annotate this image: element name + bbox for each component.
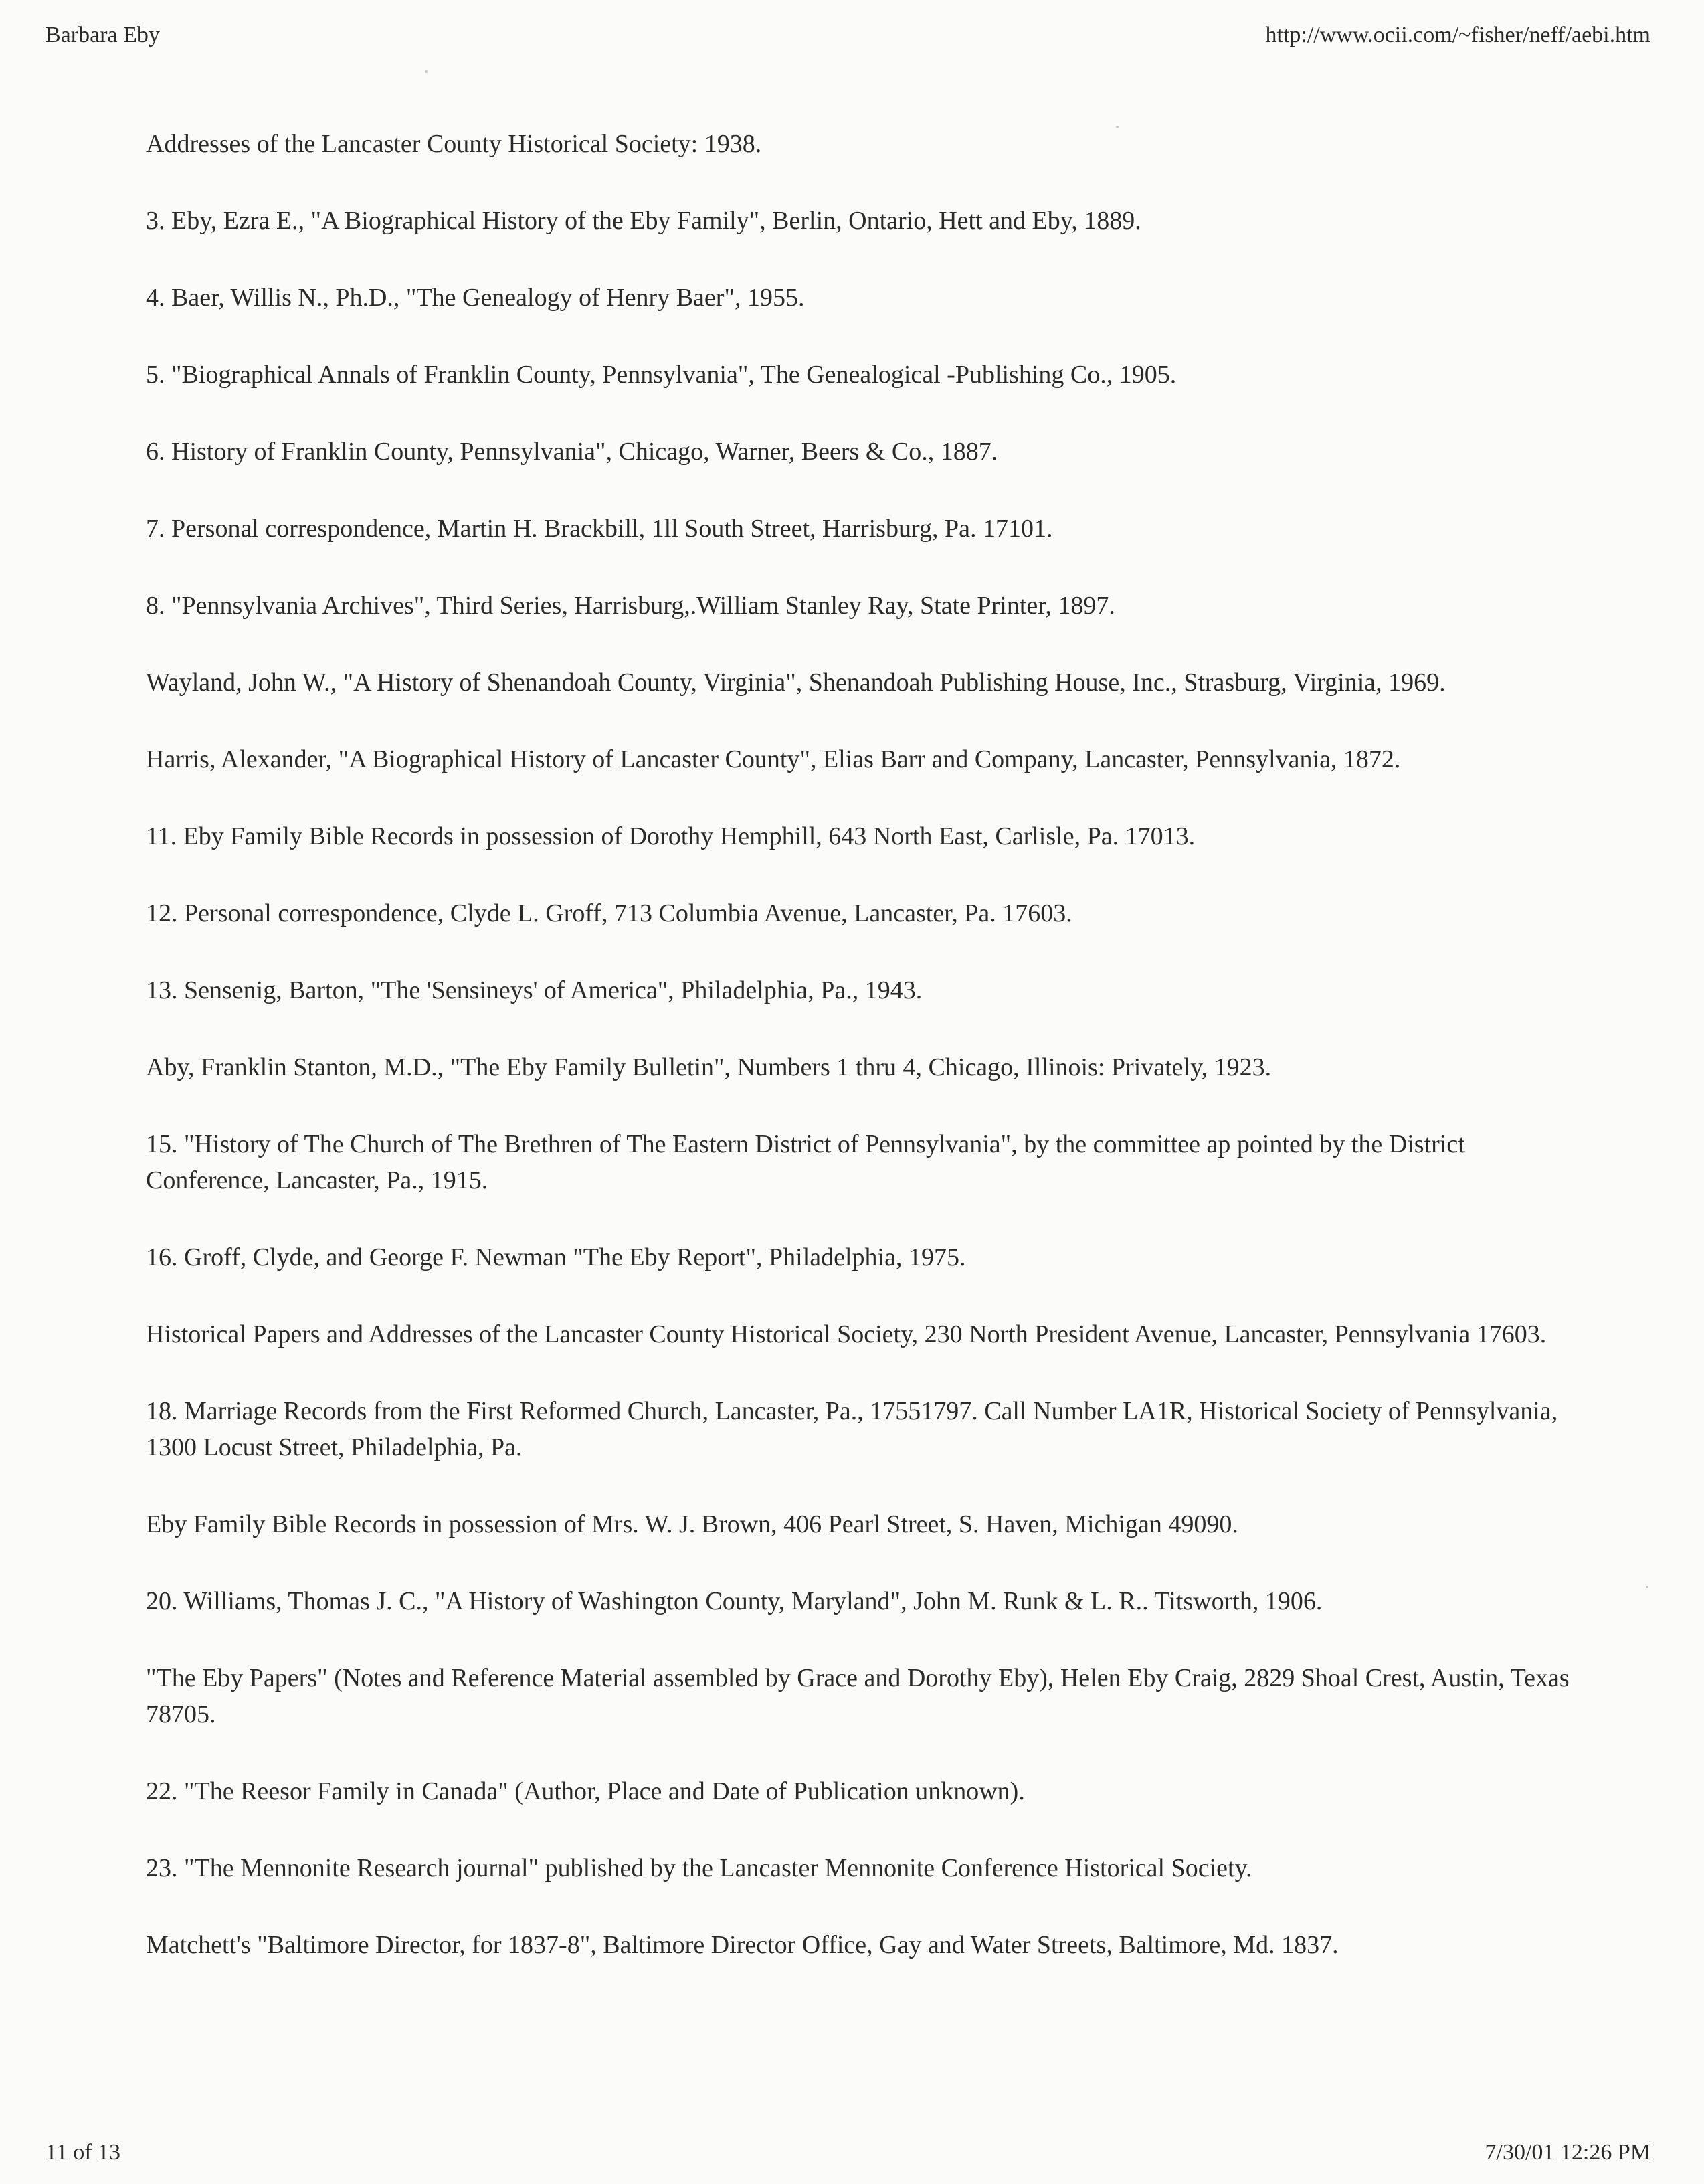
page-number: 11 of 13 <box>45 2140 121 2165</box>
reference-item: 8. "Pennsylvania Archives", Third Series, Harrisburg,.William Stanley Ray, State Printer, 1897. <box>146 592 1115 620</box>
reference-item: Addresses of the Lancaster County Historical Society: 1938. <box>146 130 762 158</box>
reference-item: 6. History of Franklin County, Pennsylvania", Chicago, Warner, Beers & Co., 1887. <box>146 438 998 466</box>
reference-item: Aby, Franklin Stanton, M.D., "The Eby Family Bulletin", Numbers 1 thru 4, Chicago, Illinois: Privately, 1923. <box>146 1053 1272 1081</box>
header-url: http://www.ocii.com/~fisher/neff/aebi.htm <box>1265 23 1650 48</box>
scan-speck <box>1646 1586 1648 1588</box>
reference-item: 20. Williams, Thomas J. C., "A History of Washington County, Maryland", John M. Runk & L. R.. Titsworth, 1906. <box>146 1587 1323 1615</box>
reference-item: 7. Personal correspondence, Martin H. Brackbill, 1ll South Street, Harrisburg, Pa. 17101. <box>146 515 1053 543</box>
reference-item: 16. Groff, Clyde, and George F. Newman "The Eby Report", Philadelphia, 1975. <box>146 1243 966 1271</box>
scan-speck <box>1116 126 1119 128</box>
reference-item: 12. Personal correspondence, Clyde L. Groff, 713 Columbia Avenue, Lancaster, Pa. 17603. <box>146 899 1072 927</box>
reference-item: 22. "The Reesor Family in Canada" (Author, Place and Date of Publication unknown). <box>146 1777 1025 1805</box>
reference-item: 4. Baer, Willis N., Ph.D., "The Genealogy of Henry Baer", 1955. <box>146 284 805 312</box>
reference-item: Harris, Alexander, "A Biographical History of Lancaster County", Elias Barr and Company, Lancaster, Pennsylvania, 1872. <box>146 745 1401 774</box>
reference-item: 15. "History of The Church of The Brethren of The Eastern District of Pennsylvania", by the committee ap pointed by the District Conference, Lancaster, Pa., 1915. <box>146 1130 1465 1194</box>
reference-list <box>146 126 1571 2004</box>
reference-item: 11. Eby Family Bible Records in possession of Dorothy Hemphill, 643 North East, Carlisle, Pa. 17013. <box>146 822 1196 850</box>
reference-item: Historical Papers and Addresses of the Lancaster County Historical Society, 230 North President Avenue, Lancaster, Pennsylvania 17603. <box>146 1320 1547 1348</box>
scan-speck <box>425 70 428 73</box>
reference-item: 23. "The Mennonite Research journal" published by the Lancaster Mennonite Conference Historical Society. <box>146 1854 1252 1882</box>
reference-item: "The Eby Papers" (Notes and Reference Material assembled by Grace and Dorothy Eby), Helen Eby Craig, 2829 Shoal Crest, Austin, Texas 78705. <box>146 1664 1570 1728</box>
reference-item: Matchett's "Baltimore Director, for 1837-8", Baltimore Director Office, Gay and Water Streets, Baltimore, Md. 1837. <box>146 1931 1339 1959</box>
reference-item: Eby Family Bible Records in possession of Mrs. W. J. Brown, 406 Pearl Street, S. Haven, Michigan 49090. <box>146 1510 1238 1538</box>
reference-item: 5. "Biographical Annals of Franklin County, Pennsylvania", The Genealogical -Publishing Co., 1905. <box>146 361 1177 389</box>
reference-item: 13. Sensenig, Barton, "The 'Sensineys' of America", Philadelphia, Pa., 1943. <box>146 976 923 1004</box>
header-title: Barbara Eby <box>45 23 160 48</box>
reference-item: 18. Marriage Records from the First Reformed Church, Lancaster, Pa., 17551797. Call Number LA1R, Historical Society of Pennsylvania, 1300 Locust Street, Philadelphia, Pa. <box>146 1397 1558 1461</box>
reference-item: 3. Eby, Ezra E., "A Biographical History of the Eby Family", Berlin, Ontario, Hett and Eby, 1889. <box>146 207 1141 235</box>
reference-item: Wayland, John W., "A History of Shenandoah County, Virginia", Shenandoah Publishing House, Inc., Strasburg, Virginia, 1969. <box>146 668 1446 697</box>
print-timestamp: 7/30/01 12:26 PM <box>1485 2140 1650 2165</box>
